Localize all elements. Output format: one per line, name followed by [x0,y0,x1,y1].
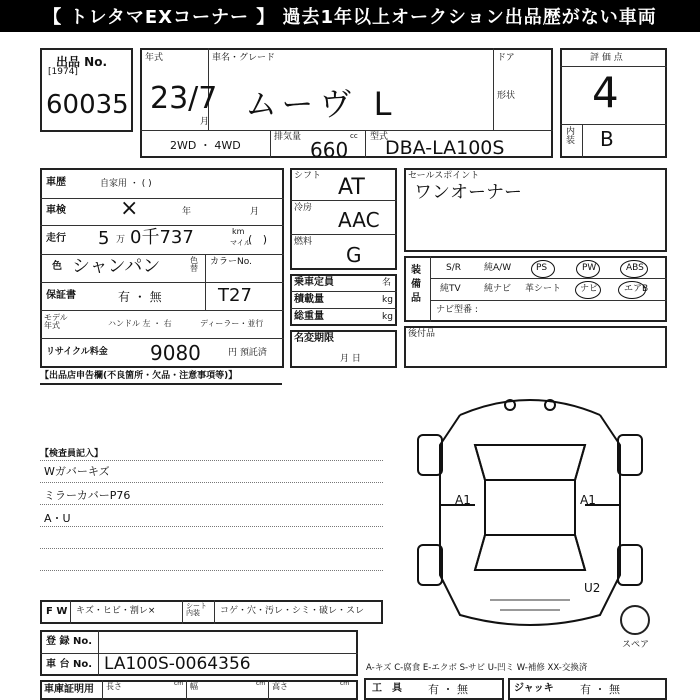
score-value: 4 [592,68,619,117]
score-label: 評 価 点 [590,53,623,63]
damage-mark-left: A1 [455,493,471,507]
after-box [404,326,667,368]
displacement-value: 660 [310,138,349,162]
color-change-label: 色替 [190,256,198,273]
displacement-label: 排気量 [274,132,302,142]
auction-banner: 【 トレタマEXコーナー 】 過去1年以上オークション出品歴がない車両 [0,0,700,32]
mileage-rest: 0千737 [130,227,194,248]
damage-mark-right: A1 [580,493,596,507]
circle-mark [620,260,648,278]
note-line: ミラーカバーP76 [44,489,131,502]
chassis-value: LA100S-0064356 [104,654,251,674]
jack-label: ジャッキ [514,683,554,694]
spare-tire-icon [620,605,650,635]
color-no-value: T27 [218,285,252,306]
equip-abs: ABS [626,263,644,273]
dealer-label: ディーラー・並行 [200,319,264,328]
seat-text: コゲ・穴・汚レ・シミ・破レ・スレ [220,606,365,616]
inspection-value: × [120,196,139,221]
circle-mark [576,260,600,278]
interior-label: 内装 [566,127,576,146]
circle-mark [531,260,555,278]
sales-value: ワンオーナー [414,182,522,203]
car-name: ムーヴ L [245,85,398,123]
load-label: 積載量 [294,294,324,305]
equip-ps: PS [536,263,548,273]
capacity-label: 乗車定員 [294,277,334,288]
history-label: 車歴 [46,177,66,188]
shape-label: 形状 [497,91,516,101]
tools-label: 工 具 [372,683,402,694]
year-label: 年式 [145,53,164,63]
name-change-unit: 月 日 [340,354,361,364]
capacity-unit: 名 [382,278,392,288]
warranty-label: 保証書 [46,290,76,301]
gross-label: 総重量 [294,311,324,322]
year-value: 23/7 [150,81,218,116]
model-year-label: モデル年式 [44,313,68,330]
name-change-label: 名変期限 [294,333,334,344]
month-unit: 月 [250,207,260,217]
displacement-unit: cc [350,132,358,140]
equip-navi2: ナビ [580,284,599,294]
circle-mark [618,281,649,299]
door-label: ドア [497,53,515,63]
load-unit: kg [382,295,393,305]
recycle-unit: 円 預託済 [228,348,267,358]
equip-aw: 純A/W [484,263,512,273]
seat-label: シート内装 [186,602,207,617]
history-text: 自家用 ・ ( ) [100,179,152,189]
tools-value: 有 ・ 無 [428,683,468,696]
note-line: Wガバーキズ [44,465,110,478]
sales-label: セールスポイント [408,171,480,181]
car-diagram [400,385,660,645]
equip-airbag: エアB [624,284,649,294]
spare-label: スペア [622,640,650,650]
circle-mark [575,281,601,299]
mile-unit: マイル [230,239,251,247]
color-value: シャンパン [72,256,161,277]
interior-value: B [600,127,614,151]
ac-label: 冷房 [294,203,313,213]
fw-text: キズ・ヒビ・割レ× [76,606,156,616]
lot-number: 60035 [46,90,129,120]
note-line: A・U [44,512,71,525]
fw-label: F W [46,606,68,617]
man-unit: 万 [116,235,126,245]
equipment-label: 装備品 [411,265,421,304]
equip-sr: S/R [446,263,461,273]
gross-unit: kg [382,312,393,322]
mileage-man: 5 [98,228,110,249]
equip-tv: 純TV [440,284,461,294]
cm-unit: cm [174,680,184,687]
cm-unit: cm [256,680,266,687]
warranty-value: 有 ・ 無 [118,290,162,304]
lot-label: 出品 No. [56,55,108,69]
garage-label: 車庫証明用 [44,684,94,695]
length-label: 長さ [106,682,122,691]
inspector-notes-label: 【検査員記入】 [40,449,104,459]
fuel-label: 燃料 [294,237,313,247]
color-label: 色 [52,261,62,272]
recycle-value: 9080 [150,341,201,365]
jack-value: 有 ・ 無 [580,683,620,696]
shift-value: AT [338,175,365,200]
model-value: DBA-LA100S [385,137,505,159]
recycle-label: リサイクル料金 [46,347,108,357]
paren: ( ) [248,233,268,246]
year-unit: 年 [182,207,192,217]
registration-label: 登 録 No. [46,636,93,647]
width-label: 幅 [190,682,198,691]
fuel-value: G [346,243,362,267]
equip-leather: 革シート [525,284,562,294]
chassis-label: 車 台 No. [46,659,93,670]
name-label: 車名・グレード [212,53,276,63]
equip-pw: PW [582,263,597,273]
km-unit: km [232,227,245,236]
seller-notes-label: 【出品店申告欄(不良箇所・欠品・注意事項等)】 [40,371,238,381]
color-no-label: カラーNo. [210,257,252,267]
handle-label: ハンドル 左 ・ 右 [108,319,172,328]
ac-value: AAC [338,208,380,232]
model-label: 型式 [370,132,389,142]
shift-label: シフト [294,171,322,181]
cm-unit: cm [340,680,350,687]
damage-mark-rear: U2 [584,581,601,595]
mileage-label: 走行 [46,233,66,244]
lot-sub: [1974] [48,67,78,77]
equip-navi: 純ナビ [484,284,512,294]
navi-model-label: ナビ型番 : [436,305,478,315]
drive-value: 2WD ・ 4WD [170,139,241,152]
height-label: 高さ [272,682,288,691]
damage-legend: A-キズ C-腐食 E-エクボ S-サビ U-凹ミ W-補修 XX-交換済 [366,663,588,673]
inspection-label: 車検 [46,205,66,216]
month-mark: 月 [200,117,210,127]
after-label: 後付品 [408,329,436,339]
